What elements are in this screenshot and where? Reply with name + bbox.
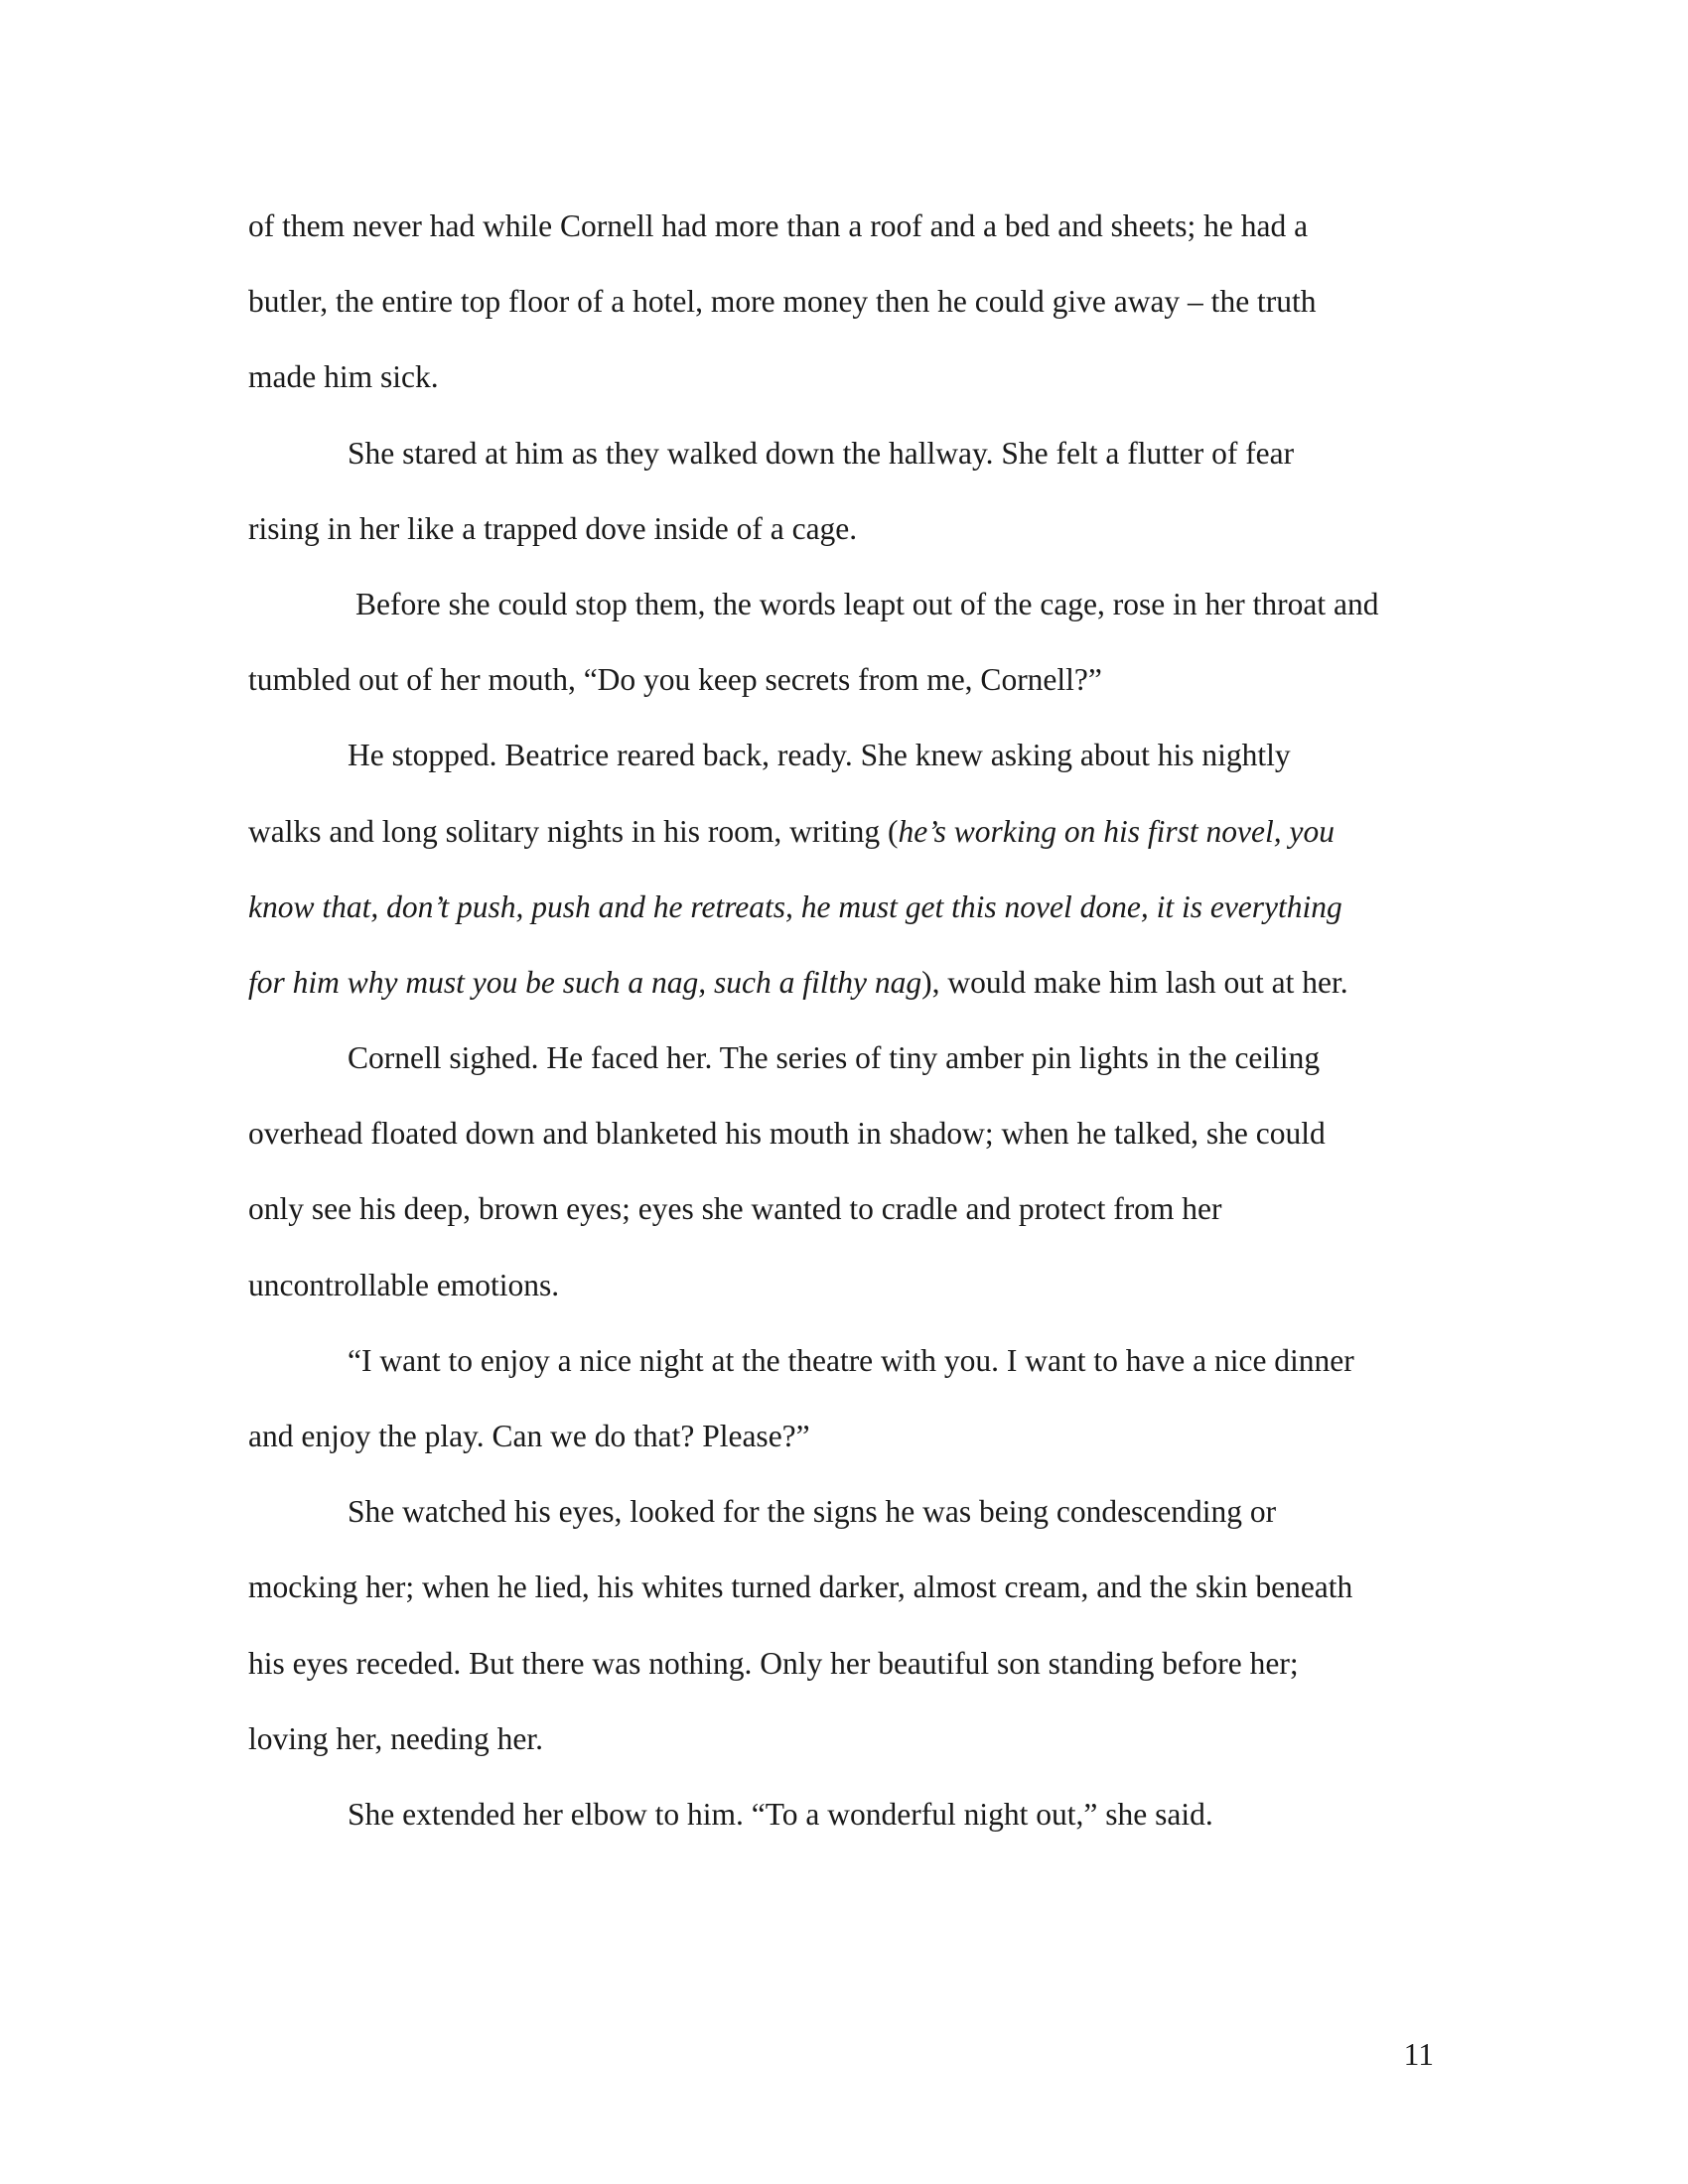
paragraph-first-line: She stared at him as they walked down the hallway. She felt a flutter of fear [348, 435, 1295, 471]
text-line: and enjoy the play. Can we do that? Please?” [248, 1419, 810, 1453]
body-text [248, 189, 1440, 1852]
paragraph-first-line: “I want to enjoy a nice night at the theatre with you. I want to have a nice dinner [348, 1342, 1354, 1378]
text-line [248, 794, 1440, 870]
paragraph-first-line: She watched his eyes, looked for the signs he was being condescending or [348, 1494, 1277, 1530]
text-line: butler, the entire top floor of a hotel, more money then he could give away – the truth [248, 284, 1317, 320]
italic-text-run: for him why must you be such a nag, such a filthy nag [248, 964, 922, 1000]
text-line: made him sick. [248, 359, 439, 395]
text-line: only see his deep, brown eyes; eyes she wanted to cradle and protect from her [248, 1191, 1222, 1227]
text-line: rising in her like a trapped dove inside of a cage. [248, 510, 858, 546]
text-line: his eyes receded. But there was nothing. Only her beautiful son standing before her; [248, 1645, 1299, 1681]
italic-text-run: know that, don’t push, push and he retreats, he must get this novel done, it is everything [248, 888, 1342, 924]
text-run: walks and long solitary nights in his room, writing ( [248, 813, 899, 849]
paragraph-first-line: She extended her elbow to him. “To a wonderful night out,” she said. [348, 1796, 1213, 1832]
text-line: loving her, needing her. [248, 1720, 544, 1756]
text-line: of them never had while Cornell had more than a roof and a bed and sheets; he had a [248, 208, 1309, 243]
text-line: uncontrollable emotions. [248, 1267, 560, 1302]
text-line [248, 945, 1440, 1021]
paragraph-first-line: He stopped. Beatrice reared back, ready. She knew asking about his nightly [348, 738, 1291, 773]
text-line: overhead floated down and blanketed his mouth in shadow; when he talked, she could [248, 1116, 1326, 1152]
page-number: 11 [1403, 2037, 1434, 2072]
text-line: mocking her; when he lied, his whites turned darker, almost cream, and the skin beneath [248, 1570, 1353, 1605]
paragraph-first-line: Before she could stop them, the words leapt out of the cage, rose in her throat and [355, 586, 1379, 621]
text-line: tumbled out of her mouth, “Do you keep secrets from me, Cornell?” [248, 662, 1102, 698]
italic-text-run: he’s working on his first novel, you [898, 813, 1335, 849]
text-line [248, 870, 1440, 945]
paragraph-first-line: Cornell sighed. He faced her. The series of tiny amber pin lights in the ceiling [348, 1040, 1321, 1076]
text-run: ), would make him lash out at her. [921, 964, 1348, 1000]
